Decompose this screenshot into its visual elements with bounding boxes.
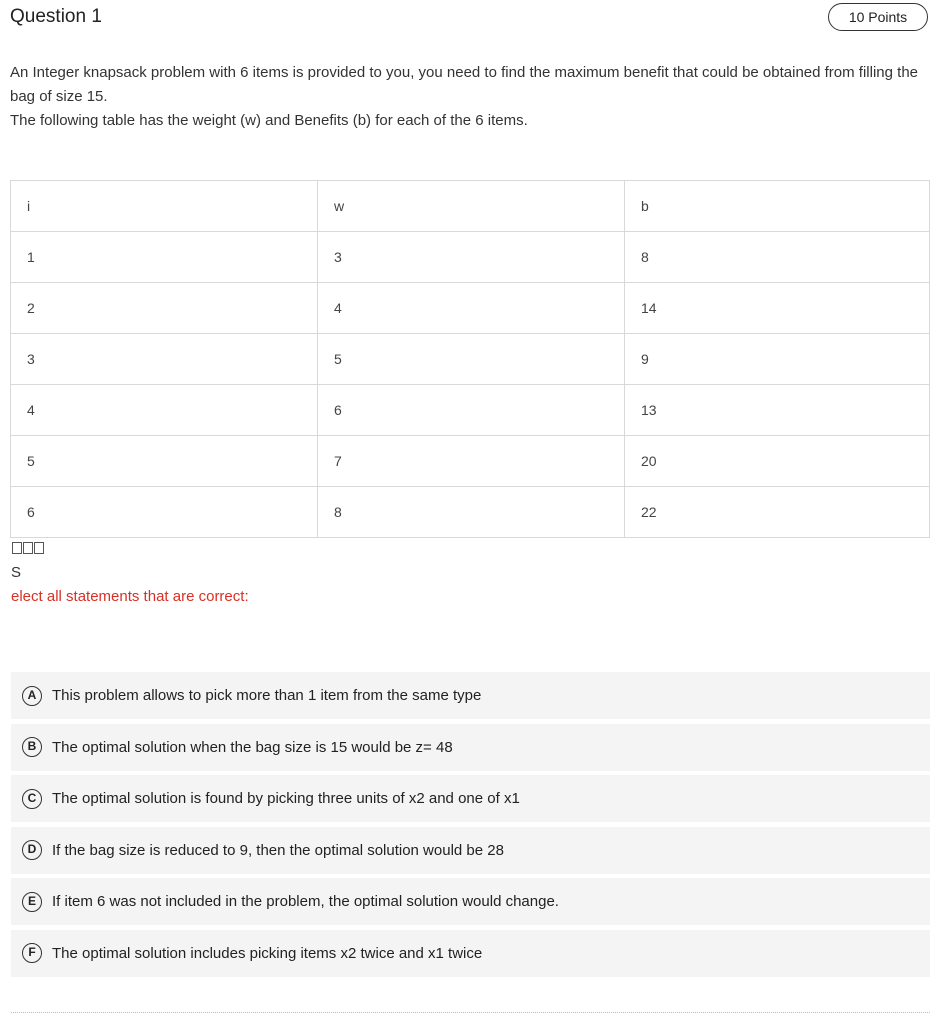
option-letter-e: E xyxy=(22,892,42,912)
option-letter-f: F xyxy=(22,943,42,963)
table-header-cell: w xyxy=(318,181,625,232)
option-c[interactable] xyxy=(11,775,930,822)
table-cell: 2 xyxy=(11,283,318,334)
option-text: This problem allows to pick more than 1 item from the same type xyxy=(52,687,482,704)
option-text: The optimal solution includes picking items x2 twice and x1 twice xyxy=(52,944,483,962)
table-cell: 4 xyxy=(318,283,625,334)
knapsack-table xyxy=(10,180,930,538)
points-badge: 10 Points xyxy=(828,3,928,31)
table-row xyxy=(11,385,930,436)
answer-options xyxy=(11,672,930,982)
table-header-cell: i xyxy=(11,181,318,232)
stray-letter: S xyxy=(11,564,22,581)
option-letter-d: D xyxy=(22,840,42,860)
table-row xyxy=(11,232,930,283)
table-row xyxy=(11,334,930,385)
missing-glyph-box xyxy=(34,542,44,554)
question-title: Question 1 xyxy=(10,6,102,27)
option-a[interactable] xyxy=(11,672,930,719)
option-letter-c: C xyxy=(22,789,42,809)
intro-line: The following table has the weight (w) and Benefits (b) for each of the 6 items. xyxy=(10,112,528,129)
table-cell: 4 xyxy=(11,385,318,436)
missing-glyph-box xyxy=(12,542,22,554)
option-text: If item 6 was not included in the problem, the optimal solution would change. xyxy=(52,893,559,911)
option-letter-b: B xyxy=(22,737,42,757)
question-intro xyxy=(10,61,925,133)
option-b[interactable] xyxy=(11,724,930,771)
table-cell: 13 xyxy=(625,385,930,436)
intro-line: An Integer knapsack problem with 6 items is provided to you, you need to find the maximum benefit that could be obtained from filling the bag of size 15. xyxy=(10,64,919,105)
table-cell: 1 xyxy=(11,232,318,283)
question-header xyxy=(0,0,938,40)
table-cell: 20 xyxy=(625,436,930,487)
missing-glyph-boxes xyxy=(12,542,45,557)
table-row xyxy=(11,436,930,487)
table-cell: 5 xyxy=(318,334,625,385)
select-instruction: elect all statements that are correct: xyxy=(11,588,249,605)
option-f[interactable] xyxy=(11,930,930,977)
table-cell: 3 xyxy=(11,334,318,385)
option-letter-a: A xyxy=(22,686,42,706)
table-cell: 3 xyxy=(318,232,625,283)
missing-glyph-box xyxy=(23,542,33,554)
table-cell: 14 xyxy=(625,283,930,334)
bottom-divider xyxy=(11,1012,930,1013)
table-cell: 9 xyxy=(625,334,930,385)
table-header-cell: b xyxy=(625,181,930,232)
option-text: The optimal solution is found by picking three units of x2 and one of x1 xyxy=(52,790,520,808)
table-cell: 7 xyxy=(318,436,625,487)
table-row xyxy=(11,487,930,538)
table-cell: 8 xyxy=(625,232,930,283)
option-d[interactable] xyxy=(11,827,930,874)
option-text: The optimal solution when the bag size is 15 would be z= 48 xyxy=(52,738,453,756)
option-e[interactable] xyxy=(11,878,930,925)
option-text: If the bag size is reduced to 9, then the optimal solution would be 28 xyxy=(52,841,504,859)
table-cell: 6 xyxy=(318,385,625,436)
table-header-row xyxy=(11,181,930,232)
table-cell: 22 xyxy=(625,487,930,538)
table-cell: 8 xyxy=(318,487,625,538)
table-row xyxy=(11,283,930,334)
table-cell: 5 xyxy=(11,436,318,487)
table-cell: 6 xyxy=(11,487,318,538)
